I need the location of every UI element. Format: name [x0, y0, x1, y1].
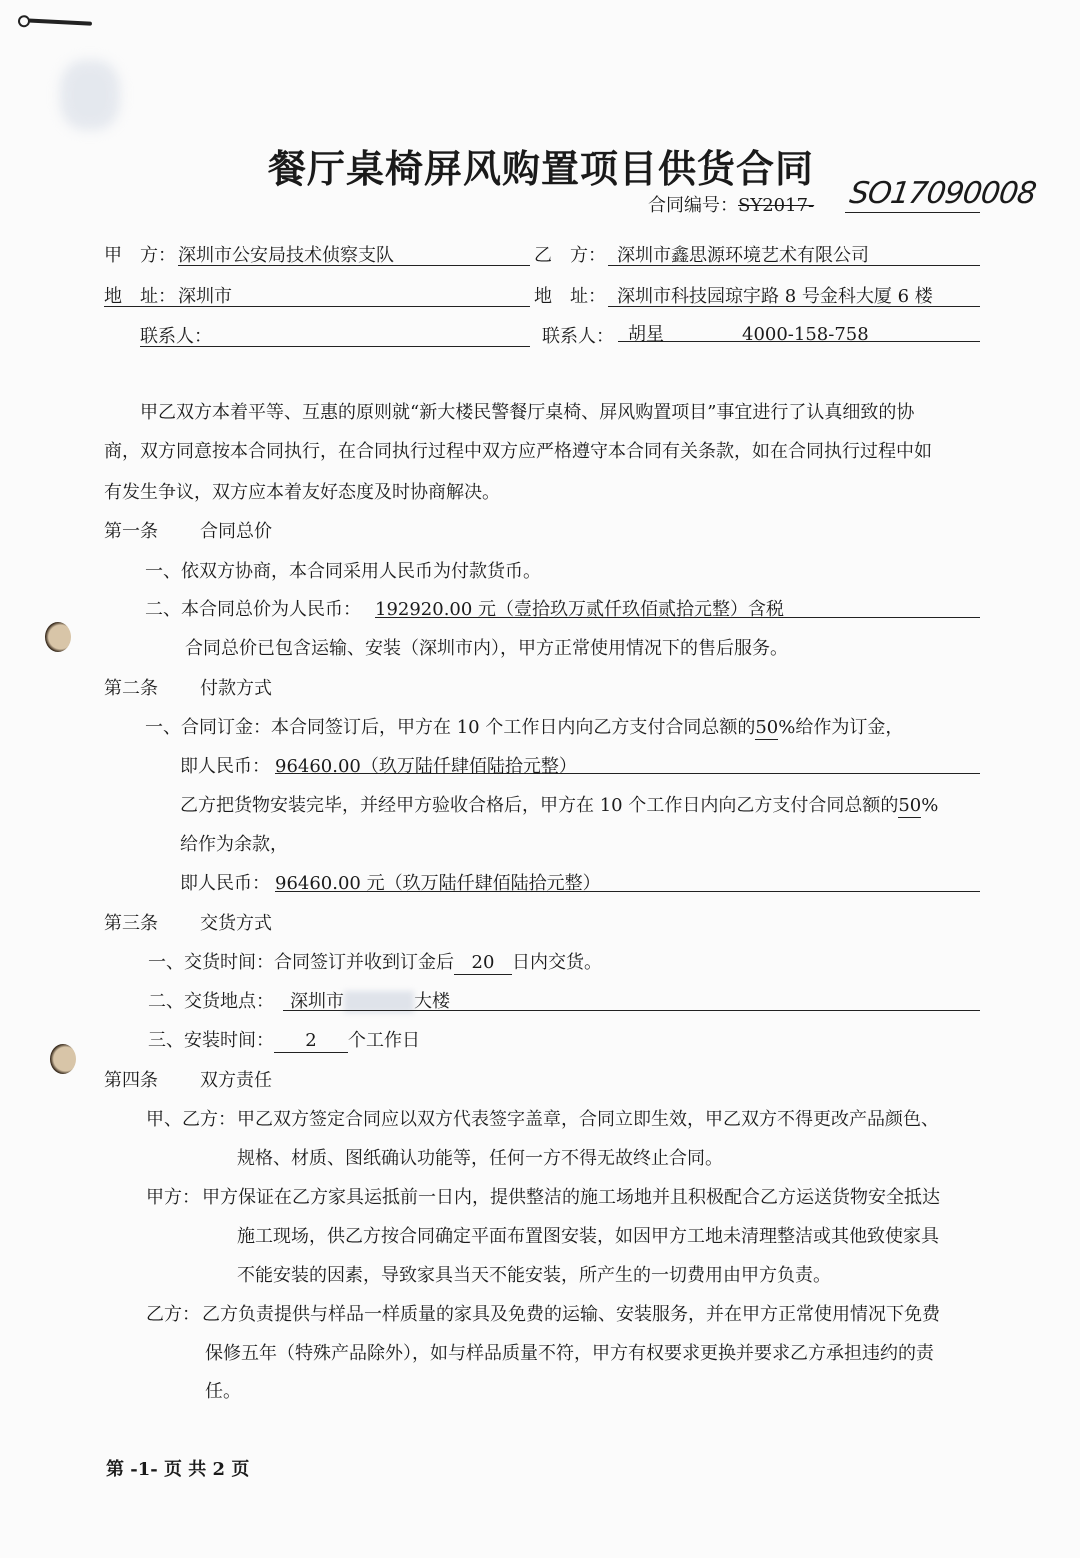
article-1-item-2-label: 二、本合同总价为人民币：: [145, 599, 361, 620]
install-days: 2: [274, 1030, 348, 1053]
install-time-label: 三、安装时间：: [148, 1030, 274, 1051]
contact-b-label: 联系人：: [542, 326, 614, 347]
party-b-underline: [608, 265, 980, 266]
address-a-underline: [104, 306, 530, 307]
both-parties-label: 甲、乙方：: [146, 1109, 236, 1130]
party-b-duty-line-1: 乙方负责提供与样品一样质量的家具及免费的运输、安装服务，并在甲方正常使用情况下免费: [202, 1304, 940, 1325]
article-2-item-2: [180, 795, 938, 818]
deposit-rmb-value: 96460.00（玖万陆仟肆佰陆拾元整）: [275, 756, 577, 777]
article-3-item-1: [148, 952, 602, 975]
address-b-underline: [608, 306, 980, 307]
party-a-label: 甲 方：: [104, 245, 176, 266]
punch-hole: [45, 622, 71, 652]
delivery-building: 大楼: [414, 991, 450, 1012]
article-3-number: 第三条: [104, 913, 158, 934]
article-1-item-1: 一、依双方协商，本合同采用人民币为付款货币。: [145, 561, 541, 582]
address-b-label: 地 址：: [534, 286, 606, 307]
deposit-underline: [275, 773, 980, 774]
contract-number-printed: SY2017-: [738, 195, 815, 216]
balance-text-end: %: [921, 795, 939, 816]
intro-line-3: 有发生争议，双方应本着友好态度及时协商解决。: [104, 482, 500, 503]
contact-a-underline: [140, 346, 530, 347]
contract-number: [648, 195, 814, 217]
article-1-total-price: 192920.00 元（壹拾玖万贰仟玖佰贰拾元整）含税: [375, 599, 785, 620]
delivery-place-underline: [283, 1010, 980, 1011]
article-2-item-1: [145, 717, 903, 740]
both-parties-line-2: 规格、材质、图纸确认功能等，任何一方不得无故终止合同。: [237, 1148, 723, 1169]
delivery-time-text: 一、交货时间：合同签订并收到订金后: [148, 952, 454, 973]
article-4-title: 双方责任: [200, 1070, 272, 1091]
party-a-value: 深圳市公安局技术侦察支队: [178, 245, 394, 266]
party-b-duty-line-3: 任。: [205, 1381, 241, 1402]
scan-smudge: [60, 60, 120, 130]
deposit-rmb-label: 即人民币：: [180, 756, 270, 777]
page-number: 第 -1- 页 共 2 页: [106, 1459, 250, 1480]
contract-number-underline: [845, 212, 980, 213]
contact-b-phone: 4000-158-758: [742, 324, 869, 345]
contract-number-handwritten: SO17090008: [847, 176, 1038, 211]
article-1-note: 合同总价已包含运输、安装（深圳市内），甲方正常使用情况下的售后服务。: [185, 638, 788, 659]
install-time-end: 个工作日: [348, 1030, 420, 1051]
balance-percent: 50: [898, 795, 922, 816]
article-1-number: 第一条: [104, 521, 158, 542]
address-a-value: 深圳市: [178, 286, 232, 307]
deposit-percent: 50: [755, 717, 779, 738]
article-1-title: 合同总价: [200, 521, 272, 542]
contact-b-underline: [618, 341, 980, 342]
party-b-duty-label: 乙方：: [146, 1304, 200, 1325]
delivery-days: 20: [454, 952, 512, 975]
delivery-place-label: 二、交货地点：: [148, 991, 274, 1012]
contact-b-name: 胡星: [628, 324, 664, 345]
punch-hole: [50, 1044, 76, 1074]
document-title: 餐厅桌椅屏风购置项目供货合同: [268, 147, 815, 191]
article-3-title: 交货方式: [200, 913, 272, 934]
deposit-text: 一、合同订金：本合同签订后，甲方在 10 个工作日内向乙方支付合同总额的: [145, 717, 756, 738]
intro-line-2: 商，双方同意按本合同执行，在合同执行过程中双方应严格遵守本合同有关条款，如在合同执行过程中如: [104, 441, 932, 462]
balance-text: 乙方把货物安装完毕，并经甲方验收合格后，甲方在 10 个工作日内向乙方支付合同总额的: [180, 795, 899, 816]
delivery-city: 深圳市: [290, 991, 344, 1012]
article-2-number: 第二条: [104, 678, 158, 699]
balance-rmb-value: 96460.00 元（玖万陆仟肆佰陆拾元整）: [275, 873, 601, 894]
party-a-duty-line-3: 不能安装的因素，导致家具当天不能安装，所产生的一切费用由甲方负责。: [237, 1265, 831, 1286]
contract-number-label: 合同编号：: [648, 195, 738, 216]
contact-a-label: 联系人：: [140, 326, 212, 347]
article-2-title: 付款方式: [200, 678, 272, 699]
party-a-underline: [178, 265, 530, 266]
delivery-time-end: 日内交货。: [512, 952, 602, 973]
article-3-item-3: [148, 1030, 420, 1053]
balance-underline: [275, 891, 980, 892]
total-price-underline: [375, 617, 980, 618]
party-a-duty-line-2: 施工现场，供乙方按合同确定平面布置图安装，如因甲方工地未清理整洁或其他致使家具: [237, 1226, 939, 1247]
address-b-value: 深圳市科技园琼宇路 8 号金科大厦 6 楼: [617, 286, 933, 307]
party-a-duty-line-1: 甲方保证在乙方家具运抵前一日内，提供整洁的施工场地并且积极配合乙方运送货物安全抵达: [202, 1187, 940, 1208]
deposit-text-end: %给作为订金，: [778, 717, 904, 738]
party-a-duty-label: 甲方：: [146, 1187, 200, 1208]
balance-text-cont: 给作为余款，: [180, 834, 288, 855]
intro-line-1: 甲乙双方本着平等、互惠的原则就“新大楼民警餐厅桌椅、屏风购置项目”事宜进行了认真细致的协: [140, 402, 915, 423]
party-b-value: 深圳市鑫思源环境艺术有限公司: [617, 245, 869, 266]
party-b-duty-line-2: 保修五年（特殊产品除外），如与样品质量不符，甲方有权要求更换并要求乙方承担违约的责: [205, 1343, 934, 1364]
article-4-number: 第四条: [104, 1070, 158, 1091]
party-b-label: 乙 方：: [534, 245, 606, 266]
address-a-label: 地 址：: [104, 286, 176, 307]
staple-mark: [24, 18, 92, 26]
balance-rmb-label: 即人民币：: [180, 873, 270, 894]
both-parties-line-1: 甲乙双方签定合同应以双方代表签字盖章，合同立即生效，甲乙双方不得更改产品颜色、: [237, 1109, 939, 1130]
